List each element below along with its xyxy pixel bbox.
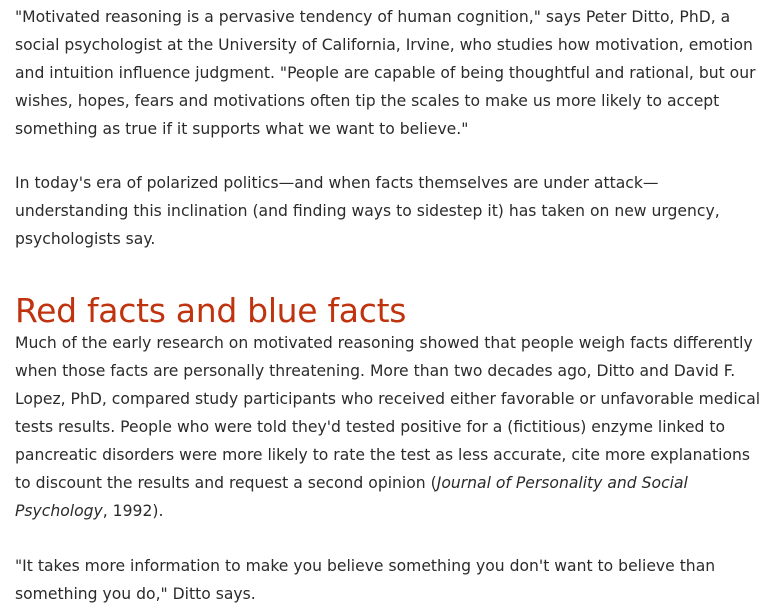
- section-heading: Red facts and blue facts: [15, 291, 407, 330]
- paragraph-early-research-text: Much of the early research on motivated reasoning showed that people weigh facts differently when those facts are personally threatening. More than two decades ago, Ditto and David F. Lopez, PhD, compared study participants who received either favorable or unfavorable medical tests results. People who were told they'd tested positive for a (fictitious) enzyme linked to pancreatic disorders were more likely to rate the test as less accurate, cite more explanations to discount the results and request a second opinion (: [15, 334, 761, 492]
- journal-citation: Journal of Personality and Social Psychology: [15, 474, 688, 520]
- paragraph-polarized-politics: In today's era of polarized politics—and when facts themselves are under attack—understanding this inclination (and finding ways to sidestep it) has taken on new urgency, psychologists say.: [15, 174, 720, 248]
- paragraph-ditto-quote: "Motivated reasoning is a pervasive tendency of human cognition," says Peter Ditto, PhD, a social psychologist at the University of California, Irvine, who studies how motivation, emotion and intuition influence judgment. "People are capable of being thoughtful and rational, but our wishes, hopes, fears and motivations often tip the scales to make us more likely to accept something as true if it supports what we want to believe.": [15, 8, 756, 138]
- citation-year: , 1992).: [102, 502, 164, 520]
- paragraph-ditto-says: "It takes more information to make you believe something you don't want to believe than something you do," Ditto says.: [15, 557, 716, 603]
- paragraph-early-research: [15, 329, 767, 525]
- article-body: [15, 3, 767, 608]
